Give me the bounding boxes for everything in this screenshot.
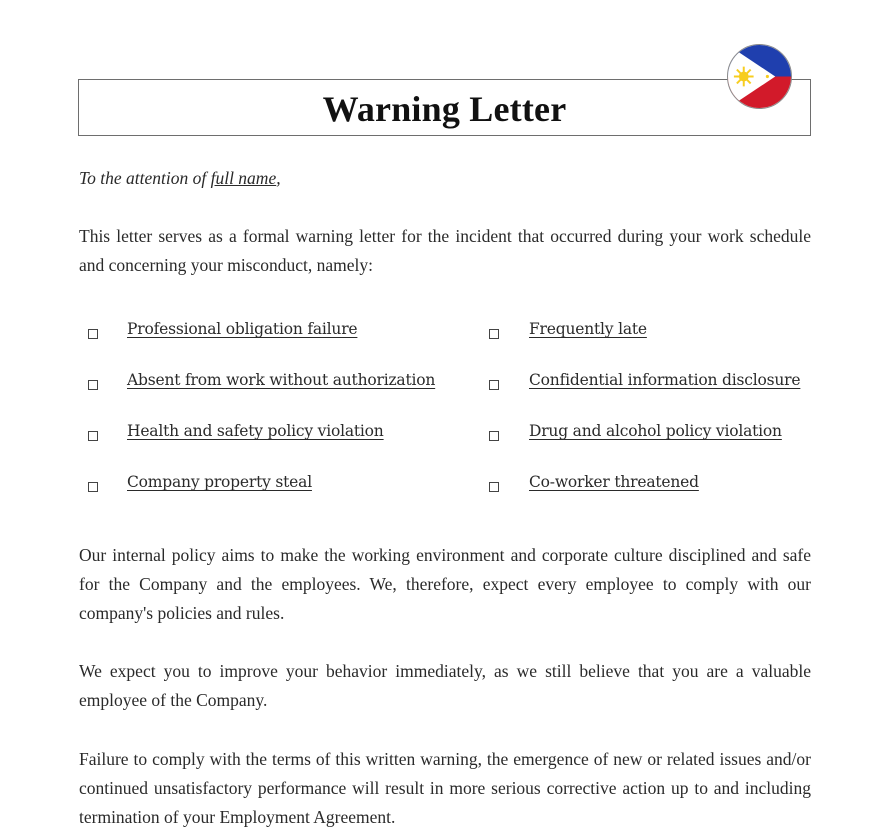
checklist-label: Co-worker threatened [529, 473, 699, 491]
expectation-paragraph: We expect you to improve your behavior immediately, as we still believe that you are a valuable employee of the Company. [79, 661, 811, 710]
page-title: Warning Letter [322, 88, 567, 129]
salutation-suffix: , [276, 168, 281, 188]
checklist-label: Company property steal [127, 473, 312, 491]
checklist-label: Drug and alcohol policy violation [529, 422, 782, 440]
checklist-label: Absent from work without authorization [127, 371, 436, 389]
checklist-label: Confidential information disclosure [529, 371, 801, 389]
full-name-placeholder[interactable]: full name [210, 168, 277, 188]
checkbox[interactable] [88, 329, 98, 339]
checklist-item[interactable] [489, 320, 499, 344]
checklist-item[interactable] [489, 422, 499, 446]
checklist-item[interactable] [88, 422, 98, 446]
checkbox[interactable] [88, 431, 98, 441]
checklist-item[interactable] [489, 473, 499, 497]
checklist-item[interactable] [88, 371, 98, 395]
checkbox[interactable] [489, 431, 499, 441]
checklist-label: Frequently late [529, 320, 647, 338]
checkbox[interactable] [489, 380, 499, 390]
intro-paragraph: This letter serves as a formal warning letter for the incident that occurred during your work schedule and concerning your misconduct, namely: [79, 226, 811, 275]
checkbox[interactable] [489, 482, 499, 492]
philippines-flag-icon [727, 44, 792, 109]
consequence-paragraph: Failure to comply with the terms of this written warning, the emergence of new or related issues and/or continued unsatisfactory performance will result in more serious corrective action up to and including termination of your Employment Agreement. [79, 749, 811, 827]
checklist-item[interactable] [88, 473, 98, 497]
title-box [78, 79, 811, 136]
checkbox[interactable] [489, 329, 499, 339]
checklist-item[interactable] [489, 371, 499, 395]
salutation [79, 164, 811, 193]
salutation-prefix: To the attention of [79, 168, 211, 188]
checkbox[interactable] [88, 482, 98, 492]
checklist-label: Health and safety policy violation [127, 422, 384, 440]
checklist-label: Professional obligation failure [127, 320, 358, 338]
checkbox[interactable] [88, 380, 98, 390]
checklist-item[interactable] [88, 320, 98, 344]
policy-paragraph: Our internal policy aims to make the working environment and corporate culture disciplined and safe for the Company and the employees. We, therefore, expect every employee to comply with our company's policies and rules. [79, 545, 811, 623]
